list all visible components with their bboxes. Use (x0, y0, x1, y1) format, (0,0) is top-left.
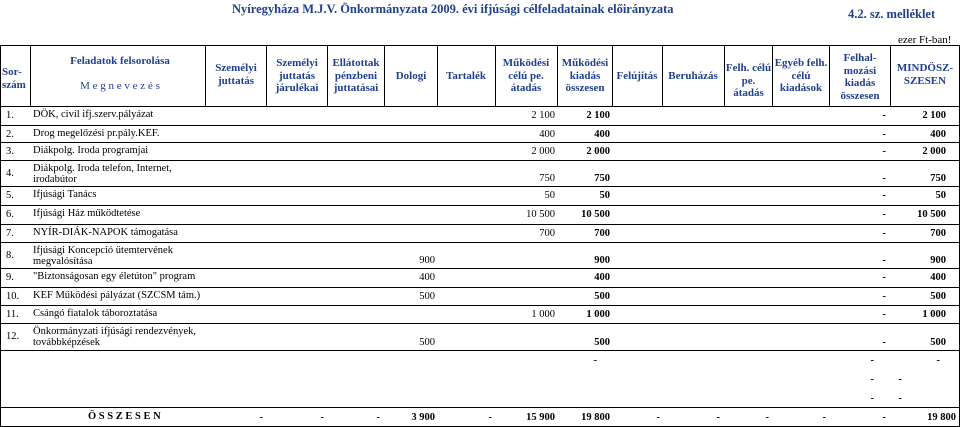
row-dologi: 900 (419, 255, 435, 266)
header-felhalmozasi: Felhal- mozási kiadás összesen (840, 52, 880, 102)
row-mukodesi-osszesen: 750 (594, 173, 610, 184)
row-name: KEF Működési pályázat (SZCSM tám.) (33, 290, 201, 301)
total-felujitas: - (656, 412, 660, 423)
row-mukodesi-pe: 400 (539, 129, 555, 140)
annex-label: 4.2. sz. melléklet (848, 7, 936, 21)
header-felujitas: Felújítás (616, 70, 658, 82)
row-mukodesi-osszesen: 700 (594, 228, 610, 239)
header-mukodesi-kiadas: Működési kiadás összesen (561, 57, 609, 95)
row-mukodesi-pe: 10 500 (526, 209, 555, 220)
row-number: 1. (6, 110, 14, 121)
row-name: "Biztonságosan egy életúton" program (33, 271, 196, 282)
extra-felhalmozasi: - (870, 374, 874, 385)
row-mindosszesen: 400 (930, 129, 946, 140)
row-mukodesi-osszesen: 50 (599, 190, 610, 201)
row-mukodesi-pe: 700 (539, 228, 555, 239)
total-label: Ö S S Z E S E N (88, 411, 161, 422)
row-mindosszesen: 10 500 (917, 209, 946, 220)
header-szemelyi-jarulek: Személyi juttatás járulékai (275, 57, 319, 95)
header-ellatottak: Ellátottak pénzbeni juttatásai (332, 57, 380, 95)
row-mindosszesen: 500 (930, 337, 946, 348)
row-felhalmozasi: - (882, 272, 886, 283)
row-dologi: 500 (419, 291, 435, 302)
row-number: 12. (6, 331, 20, 342)
row-felhalmozasi: - (882, 173, 886, 184)
row-number: 2. (6, 129, 14, 140)
total-mindosszesen: 19 800 (927, 412, 956, 423)
total-felhpe: - (765, 412, 769, 423)
header-megnevezes: M e g n e v e z é s (80, 80, 160, 92)
total-szemjar: - (320, 412, 324, 423)
extra-mindosszesen: - (898, 393, 902, 404)
row-mindosszesen: 900 (930, 255, 946, 266)
row-number: 9. (6, 272, 14, 283)
row-mukodesi-osszesen: 10 500 (581, 209, 610, 220)
row-mindosszesen: 700 (930, 228, 946, 239)
row-mindosszesen: 400 (930, 272, 946, 283)
row-name: Ifjúsági Ház működtetése (33, 208, 141, 219)
unit-label: ezer Ft-ban! (898, 34, 952, 46)
row-felhalmozasi: - (882, 228, 886, 239)
row-mukodesi-osszesen: 2 100 (586, 110, 610, 121)
row-mindosszesen: 2 000 (922, 146, 946, 157)
row-number: 5. (6, 190, 14, 201)
row-number: 4. (6, 168, 14, 179)
row-name: Diákpolg. Iroda programjai (33, 145, 149, 156)
total-tartalek: - (488, 412, 492, 423)
row-mukodesi-pe: 1 000 (531, 309, 555, 320)
extra-felhalmozasi: - (870, 355, 874, 366)
row-name: Ifjúsági Tanács (33, 189, 97, 200)
total-dologi: 3 900 (411, 412, 435, 423)
header-egyeb-felh: Egyéb felh. célú kiadások (774, 57, 828, 95)
row-mindosszesen: 750 (930, 173, 946, 184)
row-felhalmozasi: - (882, 291, 886, 302)
row-mukodesi-osszesen: 400 (594, 272, 610, 283)
row-felhalmozasi: - (882, 190, 886, 201)
row-felhalmozasi: - (882, 309, 886, 320)
header-mindosszesen: MINDÖSZ- SZESEN (896, 62, 954, 87)
header-dologi: Dologi (395, 70, 427, 82)
total-felhossz: - (882, 412, 886, 423)
header-beruhazas: Beruházás (668, 70, 718, 82)
extra-mindosszesen: - (898, 374, 902, 385)
row-name: Diákpolg. Iroda telefon, Internet, irodabútor (33, 163, 172, 185)
total-ellatott: - (376, 412, 380, 423)
row-mukodesi-pe: 2 000 (531, 146, 555, 157)
row-name: DÖK, civil ifj.szerv.pályázat (33, 109, 154, 120)
row-number: 3. (6, 146, 14, 157)
header-sorszam: Sor- szám (2, 66, 26, 91)
header-felh-celu: Felh. célú pe. átadás (725, 62, 772, 100)
row-number: 6. (6, 209, 14, 220)
row-mukodesi-osszesen: 2 000 (586, 146, 610, 157)
row-mukodesi-osszesen: 1 000 (586, 309, 610, 320)
row-mukodesi-osszesen: 500 (594, 291, 610, 302)
header-feladatok: Feladatok felsorolása (70, 55, 170, 67)
row-name: Csángó fiatalok táboroztatása (33, 308, 158, 319)
header-mukodesi-pe: Működési célú pe. átadás (502, 57, 550, 95)
row-number: 11. (6, 309, 19, 320)
row-mindosszesen: 50 (935, 190, 946, 201)
row-mukodesi-pe: 2 100 (531, 110, 555, 121)
row-mukodesi-pe: 50 (544, 190, 555, 201)
row-number: 7. (6, 228, 14, 239)
total-egyeb: - (822, 412, 826, 423)
extra-mukodesi-osszesen: - (593, 355, 597, 366)
total-mukossz: 19 800 (581, 412, 610, 423)
row-felhalmozasi: - (882, 209, 886, 220)
header-szemelyi: Személyi juttatás (215, 62, 257, 87)
total-beruhazas: - (716, 412, 720, 423)
row-mukodesi-pe: 750 (539, 173, 555, 184)
page-title: Nyíregyháza M.J.V. Önkormányzata 2009. évi ifjúsági célfeladatainak előirányzata (232, 2, 674, 16)
row-name: NYÍR-DIÁK-NAPOK támogatása (33, 227, 178, 238)
extra-felhalmozasi: - (870, 393, 874, 404)
row-number: 8. (6, 250, 14, 261)
total-szemelyi: - (259, 412, 263, 423)
row-name: Önkormányzati ifjúsági rendezvények, továbbképzések (33, 326, 196, 348)
row-number: 10. (6, 291, 20, 302)
row-dologi: 400 (419, 272, 435, 283)
row-mindosszesen: 1 000 (922, 309, 946, 320)
row-mukodesi-osszesen: 900 (594, 255, 610, 266)
row-felhalmozasi: - (882, 110, 886, 121)
row-mukodesi-osszesen: 500 (594, 337, 610, 348)
row-name: Drog megelőzési pr.pály.KEF. (33, 128, 160, 139)
header-tartalek: Tartalék (446, 70, 486, 82)
row-felhalmozasi: - (882, 146, 886, 157)
row-name: Ifjúsági Koncepció ütemtervének megvalósítása (33, 245, 173, 267)
extra-mindosszesen: - (936, 355, 940, 366)
total-mukpe: 15 900 (526, 412, 555, 423)
row-mindosszesen: 2 100 (922, 110, 946, 121)
row-dologi: 500 (419, 337, 435, 348)
row-felhalmozasi: - (882, 255, 886, 266)
row-felhalmozasi: - (882, 129, 886, 140)
row-mukodesi-osszesen: 400 (594, 129, 610, 140)
row-mindosszesen: 500 (930, 291, 946, 302)
row-felhalmozasi: - (882, 337, 886, 348)
